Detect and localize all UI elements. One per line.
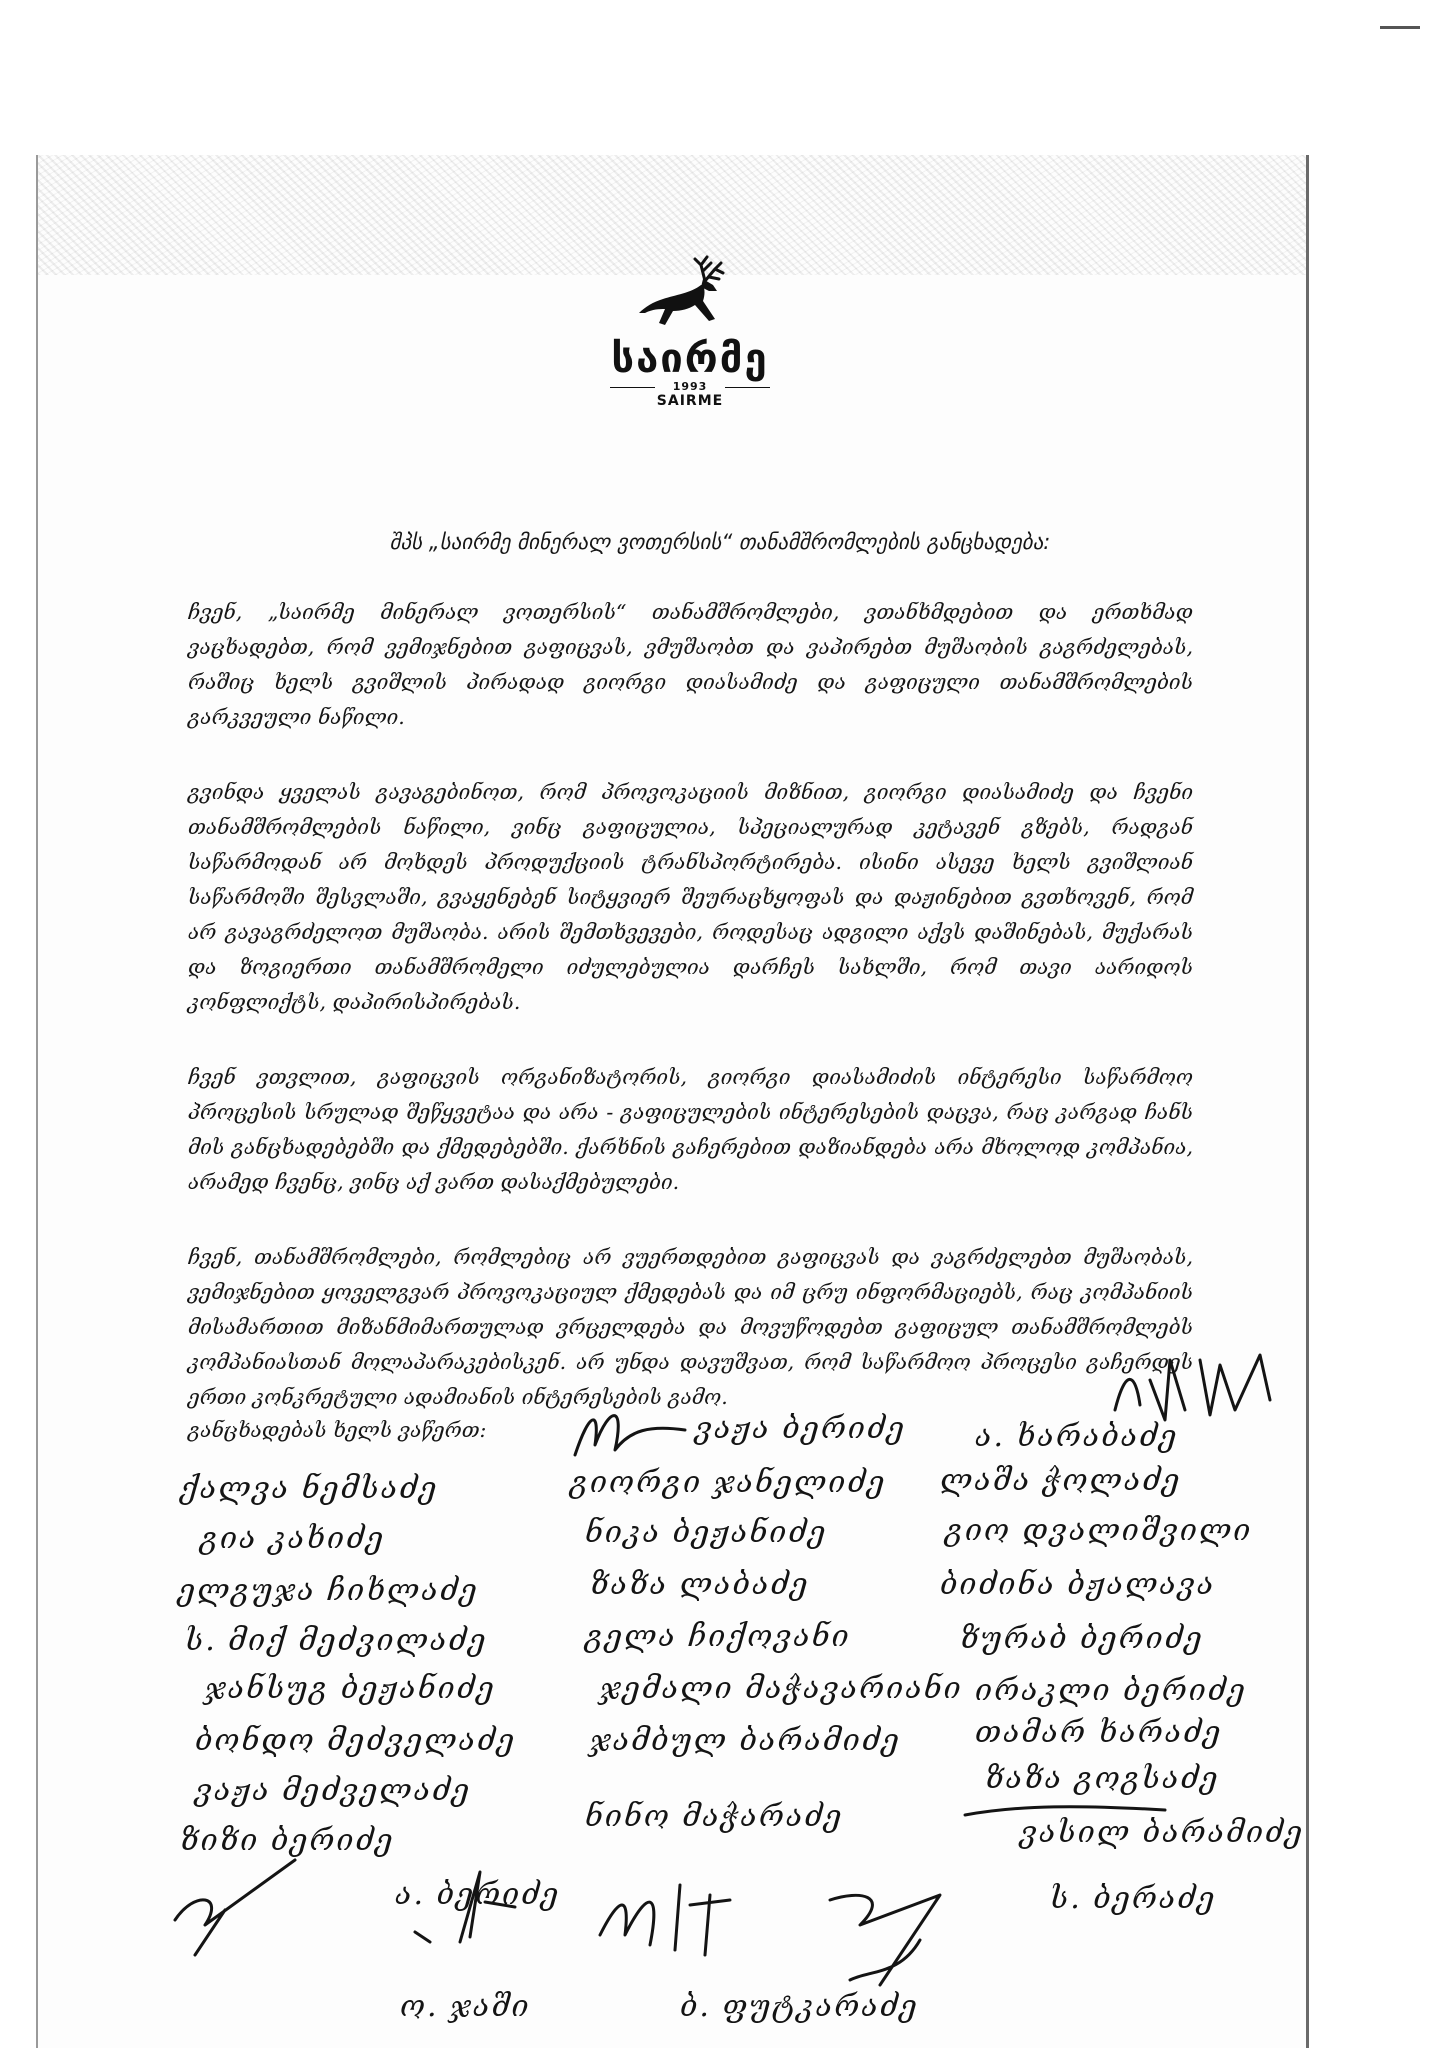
paragraph: ჩვენ ვთვლით, გაფიცვის ორგანიზატორის, გიორგი დიასამიძის ინტერესი საწარმოო პროცესის სრულად შეწყვეტაა და არა - გაფიცულების ინტერესების დაცვა, რაც კარგად ჩანს მის განცხადებებში და ქმედებებში. ქარხნის გაჩერებით დაზიანდება არა მხოლოდ კომპანია, არამედ ჩვენც, ვინც აქ ვართ დასაქმებულები. [188,1065,1193,1194]
signature: ს. მიქ მეძვილაძე [185,1623,488,1658]
signature: ჯამბულ ბარამიძე [590,1723,901,1758]
signature: ელგუჯა ჩიხლაძე [178,1573,479,1608]
logo-name: საირმე [611,336,769,382]
signature: ზურაბ ბერიძე [960,1621,1204,1656]
signature: ბიძინა ბჟალავა [940,1567,1216,1602]
paragraph: ჩვენ, „საირმე მინერალ ვოთერსის“ თანამშრომლები, ვთანხმდებით და ერთხმად ვაცხადებთ, რომ ვემიჯნებით გაფიცვას, ვმუშაობთ და ვაპირებთ მუშაობის გაგრძელებას, რაშიც ხელს გვიშლის პირადად გიორგი დიასამიძე და გაფიცული თანამშრომლების გარკვეული ნაწილი. [188,600,1193,729]
signature: გიორგი ჯანელიძე [570,1465,887,1500]
signature: ირაკლი ბერიძე [975,1673,1247,1708]
signature: ზიზი ბერიძე [180,1823,395,1858]
signature-scribble-icon [410,1862,520,1952]
signature: ბონდო მეძველაძე [195,1723,517,1758]
signature: ა. ბერიძე [395,1877,561,1912]
paragraph: გვინდა ყველას გავაგებინოთ, რომ პროვოკაციის მიზნით, გიორგი დიასამიძე და ჩვენი თანამშრომლების ნაწილი, ვინც გაფიცულია, სპეციალურად კეტავენ გზებს, რადგან საწარმოდან არ მოხდეს პროდუქციის ტრანსპორტირება. ისინი ასევე ხელს გვიშლიან საწარმოში შესვლაში, გვაყენებენ სიტყვიერ შეურაცხყოფას და დაჟინებით გვთხოვენ, რომ არ გავაგრძელოთ მუშაობა. არის შემთხვევები, როდესაც ადგილი აქვს დაშინებას, მუქარას და ზოგიერთი თანამშრომელი იძულებულია დარჩეს სახლში, რომ თავი აარიდოს კონფლიქტს, დაპირისპირებას. [188,780,1193,1014]
signature: ლაშა ჭოლაძე [940,1463,1182,1498]
signature: ო. ჯაში [400,1989,531,2024]
signature: ს. ბერაძე [1050,1881,1217,1916]
document-title: შპს „საირმე მინერალ ვოთერსის“ თანამშრომლების განცხადება: [389,530,1051,554]
signature: ზაზა გოგსაძე [985,1761,1220,1796]
signature-scribble-icon [165,1850,305,1960]
company-logo [570,255,810,409]
signature-scribble-icon [820,1880,980,1990]
signature: ნინო მაჭარაძე [585,1799,844,1834]
signature: ჯემალი მაჭავარიანი [600,1671,963,1706]
signature-label: განცხადებას ხელს ვაწერთ: [188,1418,487,1442]
logo-year: 1993 [570,381,810,393]
signature: ჯანსუგ ბეჟანიძე [205,1671,496,1706]
signature-scribble-icon [590,1875,740,1975]
signature: ბ. ფუტკარაძე [680,1989,919,2024]
signature: ზაზა ლაბაძე [590,1567,810,1602]
signature: გელა ჩიქოვანი [585,1619,851,1654]
signature: ვაჟა მეძველაძე [195,1773,472,1808]
signature-scribble-icon [1110,1350,1280,1430]
signature: ვაჟა ბერიძე [695,1411,906,1446]
deer-icon [635,255,745,333]
signature-scribble-icon [960,1775,1170,1835]
signature-scribble-icon [570,1400,690,1470]
signature: ვასილ ბარამიძე [1020,1815,1305,1850]
signature: გიო დვალიშვილი [945,1513,1253,1548]
logo-latin-name: SAIRME [656,393,724,409]
signature: გია კახიძე [200,1521,386,1556]
signature: ქალვა ნემსაძე [180,1471,439,1506]
paragraph: ჩვენ, თანამშრომლები, რომლებიც არ ვუერთდებით გაფიცვას და ვაგრძელებთ მუშაობას, ვემიჯნებით ყოველგვარ პროვოკაციულ ქმედებას და იმ ცრუ ინფორმაციებს, რაც კომპანიის მისამართით მიზანმიმართულად ვრცელდება და მოვუწოდებთ გაფიცულ თანამშრომლებს კომპანიასთან მოლაპარაკებისკენ. არ უნდა დავუშვათ, რომ საწარმოო პროცესი გაჩერდეს ერთი კონკრეტული ადამიანის ინტერესების გამო. [188,1245,1193,1409]
document-body [188,595,1193,1455]
signature: ა. ხარაბაძე [975,1419,1179,1454]
scan-edge-mark [1380,26,1420,29]
signature: ნიკა ბეჟანიძე [585,1515,828,1550]
signature: თამარ ხარაძე [975,1715,1223,1750]
